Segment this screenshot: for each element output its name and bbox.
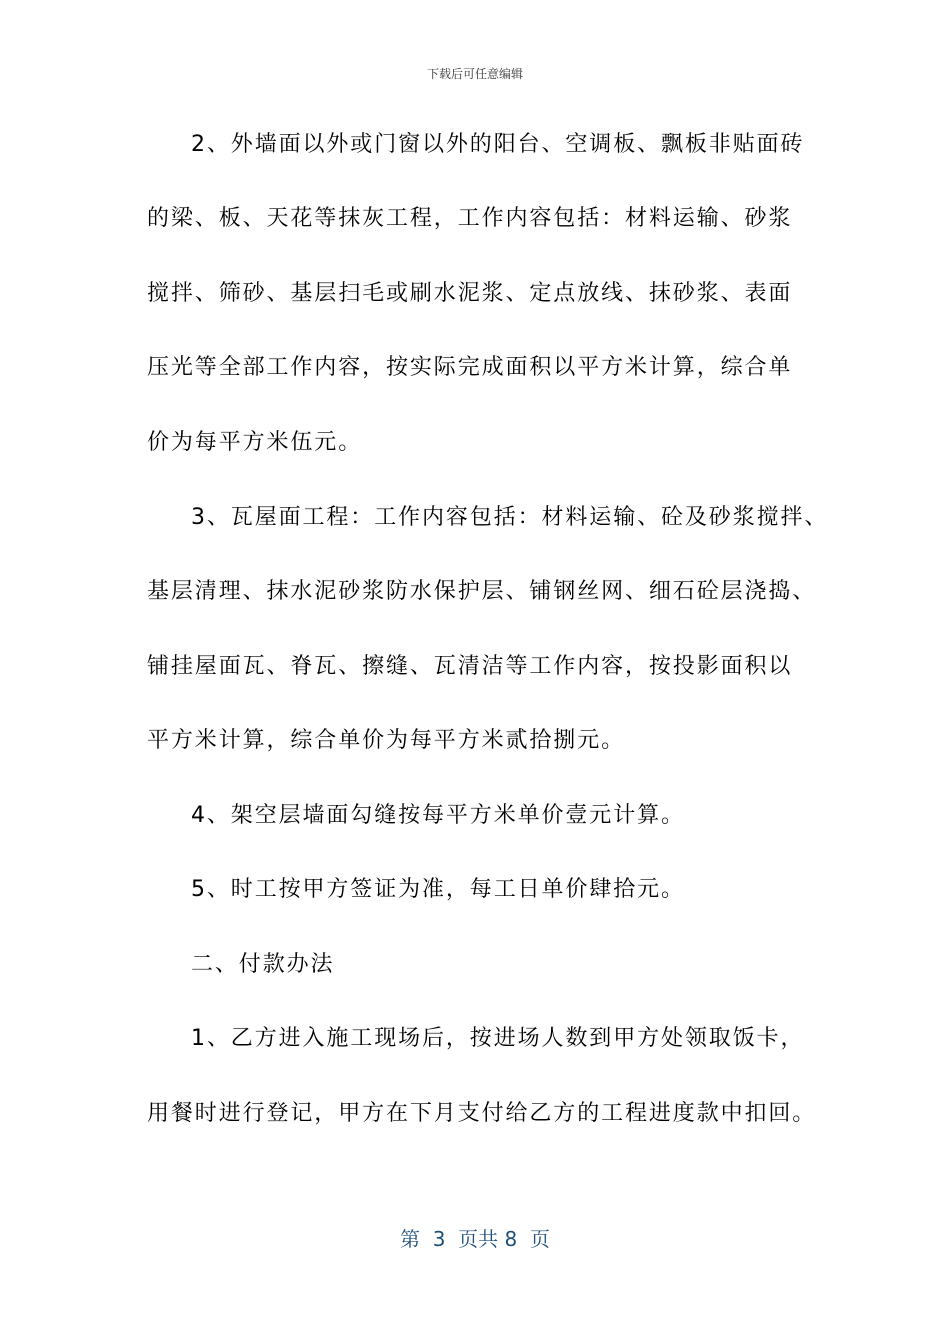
body-line: 3、瓦屋面工程：工作内容包括：材料运输、砼及砂浆搅拌、	[191, 505, 829, 530]
body-line: 1、乙方进入施工现场后，按进场人数到甲方处领取饭卡，	[191, 1026, 805, 1051]
body-line: 基层清理、抹水泥砂浆防水保护层、铺钢丝网、细石砼层浇捣、	[147, 579, 817, 604]
header-note: 下载后可任意编辑	[426, 67, 523, 81]
page-number: 第 3 页共 8 页	[400, 1227, 550, 1251]
body-line: 铺挂屋面瓦、脊瓦、擦缝、瓦清洁等工作内容，按投影面积以	[147, 654, 793, 679]
body-line: 2、外墙面以外或门窗以外的阳台、空调板、飘板非贴面砖	[191, 132, 805, 157]
body-line: 压光等全部工作内容，按实际完成面积以平方米计算，综合单	[147, 355, 793, 380]
body-line: 的梁、板、天花等抹灰工程，工作内容包括：材料运输、砂浆	[147, 206, 793, 231]
body-line: 5、时工按甲方签证为准，每工日单价肆拾元。	[191, 877, 685, 902]
body-line: 搅拌、筛砂、基层扫毛或刷水泥浆、定点放线、抹砂浆、表面	[147, 281, 793, 306]
body-line: 平方米计算，综合单价为每平方米贰拾捌元。	[147, 728, 626, 753]
body-line: 4、架空层墙面勾缝按每平方米单价壹元计算。	[191, 803, 685, 828]
body-line: 价为每平方米伍元。	[147, 430, 363, 455]
section-heading: 二、付款办法	[191, 952, 335, 977]
body-line: 用餐时进行登记，甲方在下月支付给乙方的工程进度款中扣回。	[147, 1101, 817, 1126]
